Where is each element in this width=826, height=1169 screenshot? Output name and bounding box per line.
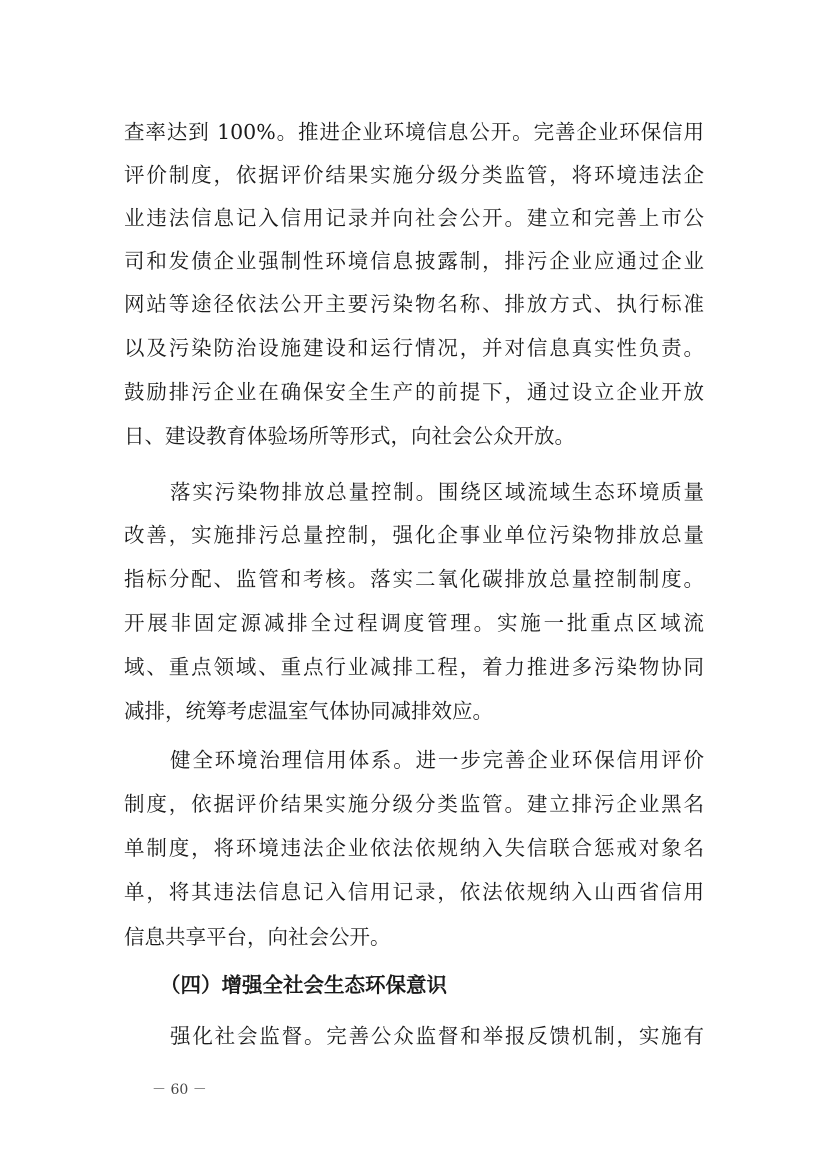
paragraph-line: 评价制度，依据评价结果实施分级分类监管，将环境违法企 [124, 163, 704, 187]
paragraph-line: 司和发债企业强制性环境信息披露制，排污企业应通过企业 [124, 249, 704, 273]
page-number: － 60 － [152, 1082, 207, 1098]
paragraph-line: 单制度，将环境违法企业依法依规纳入失信联合惩戒对象名 [124, 836, 704, 860]
paragraph-line: 以及污染防治设施建设和运行情况，并对信息真实性负责。 [124, 336, 704, 360]
paragraph-line: 指标分配、监管和考核。落实二氧化碳排放总量控制制度。 [124, 567, 704, 591]
paragraph-line: 强化社会监督。完善公众监督和举报反馈机制，实施有 [170, 1024, 704, 1048]
paragraph-line: 开展非固定源减排全过程调度管理。实施一批重点区域流 [124, 611, 704, 635]
paragraph-line: 业违法信息记入信用记录并向社会公开。建立和完善上市公 [124, 206, 704, 230]
paragraph-line: 落实污染物排放总量控制。围绕区域流域生态环境质量 [170, 480, 704, 504]
paragraph-line: 鼓励排污企业在确保安全生产的前提下，通过设立企业开放 [124, 380, 704, 404]
paragraph-line: 改善，实施排污总量控制，强化企事业单位污染物排放总量 [124, 523, 704, 547]
paragraph-line: 减排，统筹考虑温室气体协同减排效应。 [124, 699, 493, 723]
paragraph-line: 日、建设教育体验场所等形式，向社会公众开放。 [124, 424, 575, 448]
section-heading: （四）增强全社会生态环保意识 [160, 973, 447, 997]
paragraph-line: 单，将其违法信息记入信用记录，依法依规纳入山西省信用 [124, 880, 704, 904]
paragraph-line: 健全环境治理信用体系。进一步完善企业环保信用评价 [170, 748, 704, 772]
paragraph-line: 查率达到 100%。推进企业环境信息公开。完善企业环保信用 [124, 120, 704, 144]
paragraph-line: 信息共享平台，向社会公开。 [124, 925, 391, 949]
paragraph-line: 网站等途径依法公开主要污染物名称、排放方式、执行标准 [124, 292, 704, 316]
paragraph-line: 制度，依据评价结果实施分级分类监管。建立排污企业黑名 [124, 792, 704, 816]
paragraph-line: 域、重点领域、重点行业减排工程，着力推进多污染物协同 [124, 655, 704, 679]
